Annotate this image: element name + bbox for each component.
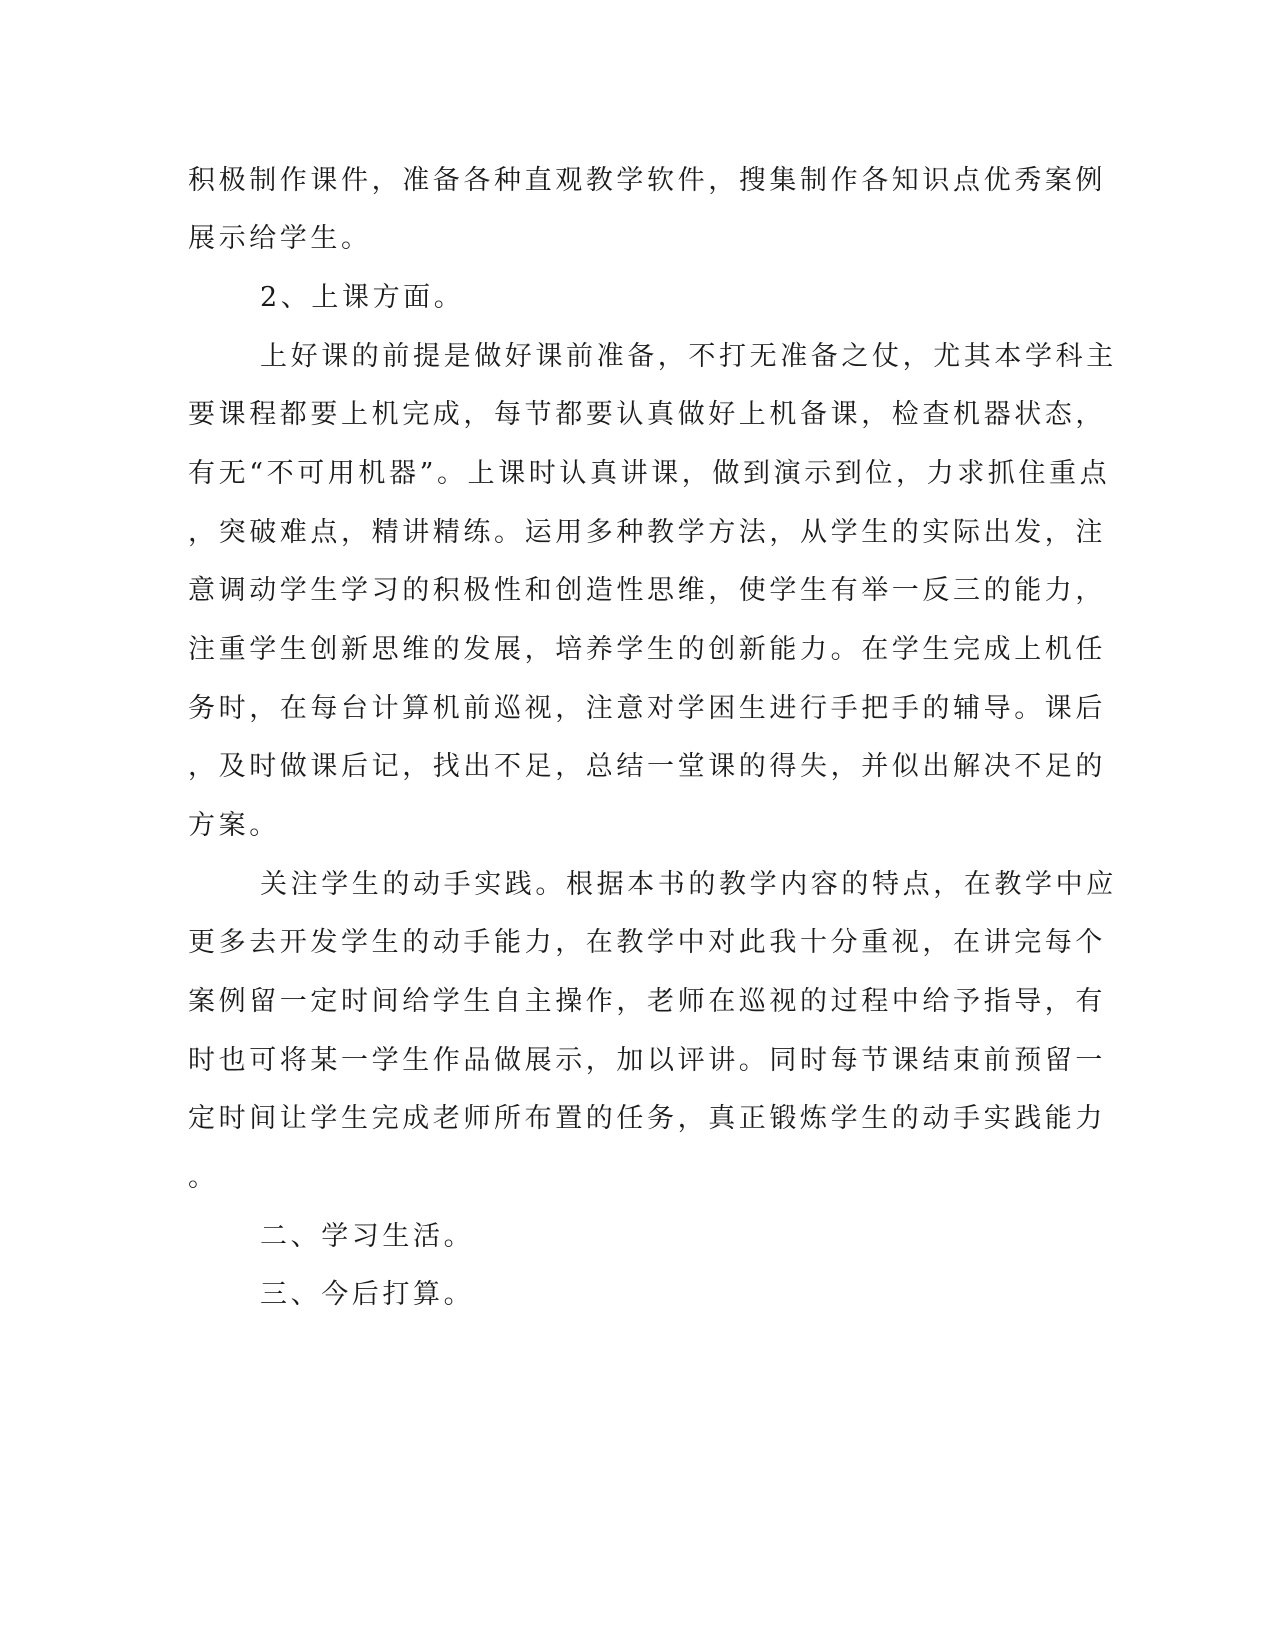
text-line: 上好课的前提是做好课前准备，不打无准备之仗，尤其本学科主 [260, 341, 1117, 372]
text-line: 关注学生的动手实践。根据本书的教学内容的特点，在教学中应 [260, 869, 1117, 900]
text-line: 注重学生创新思维的发展，培养学生的创新能力。在学生完成上机任 [188, 634, 1106, 665]
text-line: 定时间让学生完成老师所布置的任务，真正锻炼学生的动手实践能力 [188, 1103, 1106, 1134]
section-heading: 2、上课方面。 [260, 282, 465, 313]
text-line: 务时，在每台计算机前巡视，注意对学困生进行手把手的辅导。课后 [188, 693, 1106, 724]
section-heading: 二、学习生活。 [260, 1221, 475, 1252]
text-line: 有无“不可用机器”。上课时认真讲课，做到演示到位，力求抓住重点 [188, 458, 1111, 489]
text-line: ，突破难点，精讲精练。运用多种教学方法，从学生的实际出发，注 [188, 517, 1106, 548]
section-heading: 三、今后打算。 [260, 1279, 475, 1310]
text-line: 时也可将某一学生作品做展示，加以评讲。同时每节课结束前预留一 [188, 1045, 1106, 1076]
text-line: 意调动学生学习的积极性和创造性思维，使学生有举一反三的能力， [188, 575, 1106, 606]
text-line: 展示给学生。 [188, 223, 372, 254]
text-line: 。 [188, 1162, 219, 1193]
text-line: 积极制作课件，准备各种直观教学软件，搜集制作各知识点优秀案例 [188, 165, 1106, 196]
text-line: 案例留一定时间给学生自主操作，老师在巡视的过程中给予指导，有 [188, 986, 1106, 1017]
text-line: 要课程都要上机完成，每节都要认真做好上机备课，检查机器状态， [188, 399, 1106, 430]
text-line: 方案。 [188, 810, 280, 841]
text-line: ，及时做课后记，找出不足，总结一堂课的得失，并似出解决不足的 [188, 751, 1106, 782]
text-line: 更多去开发学生的动手能力，在教学中对此我十分重视，在讲完每个 [188, 927, 1106, 958]
